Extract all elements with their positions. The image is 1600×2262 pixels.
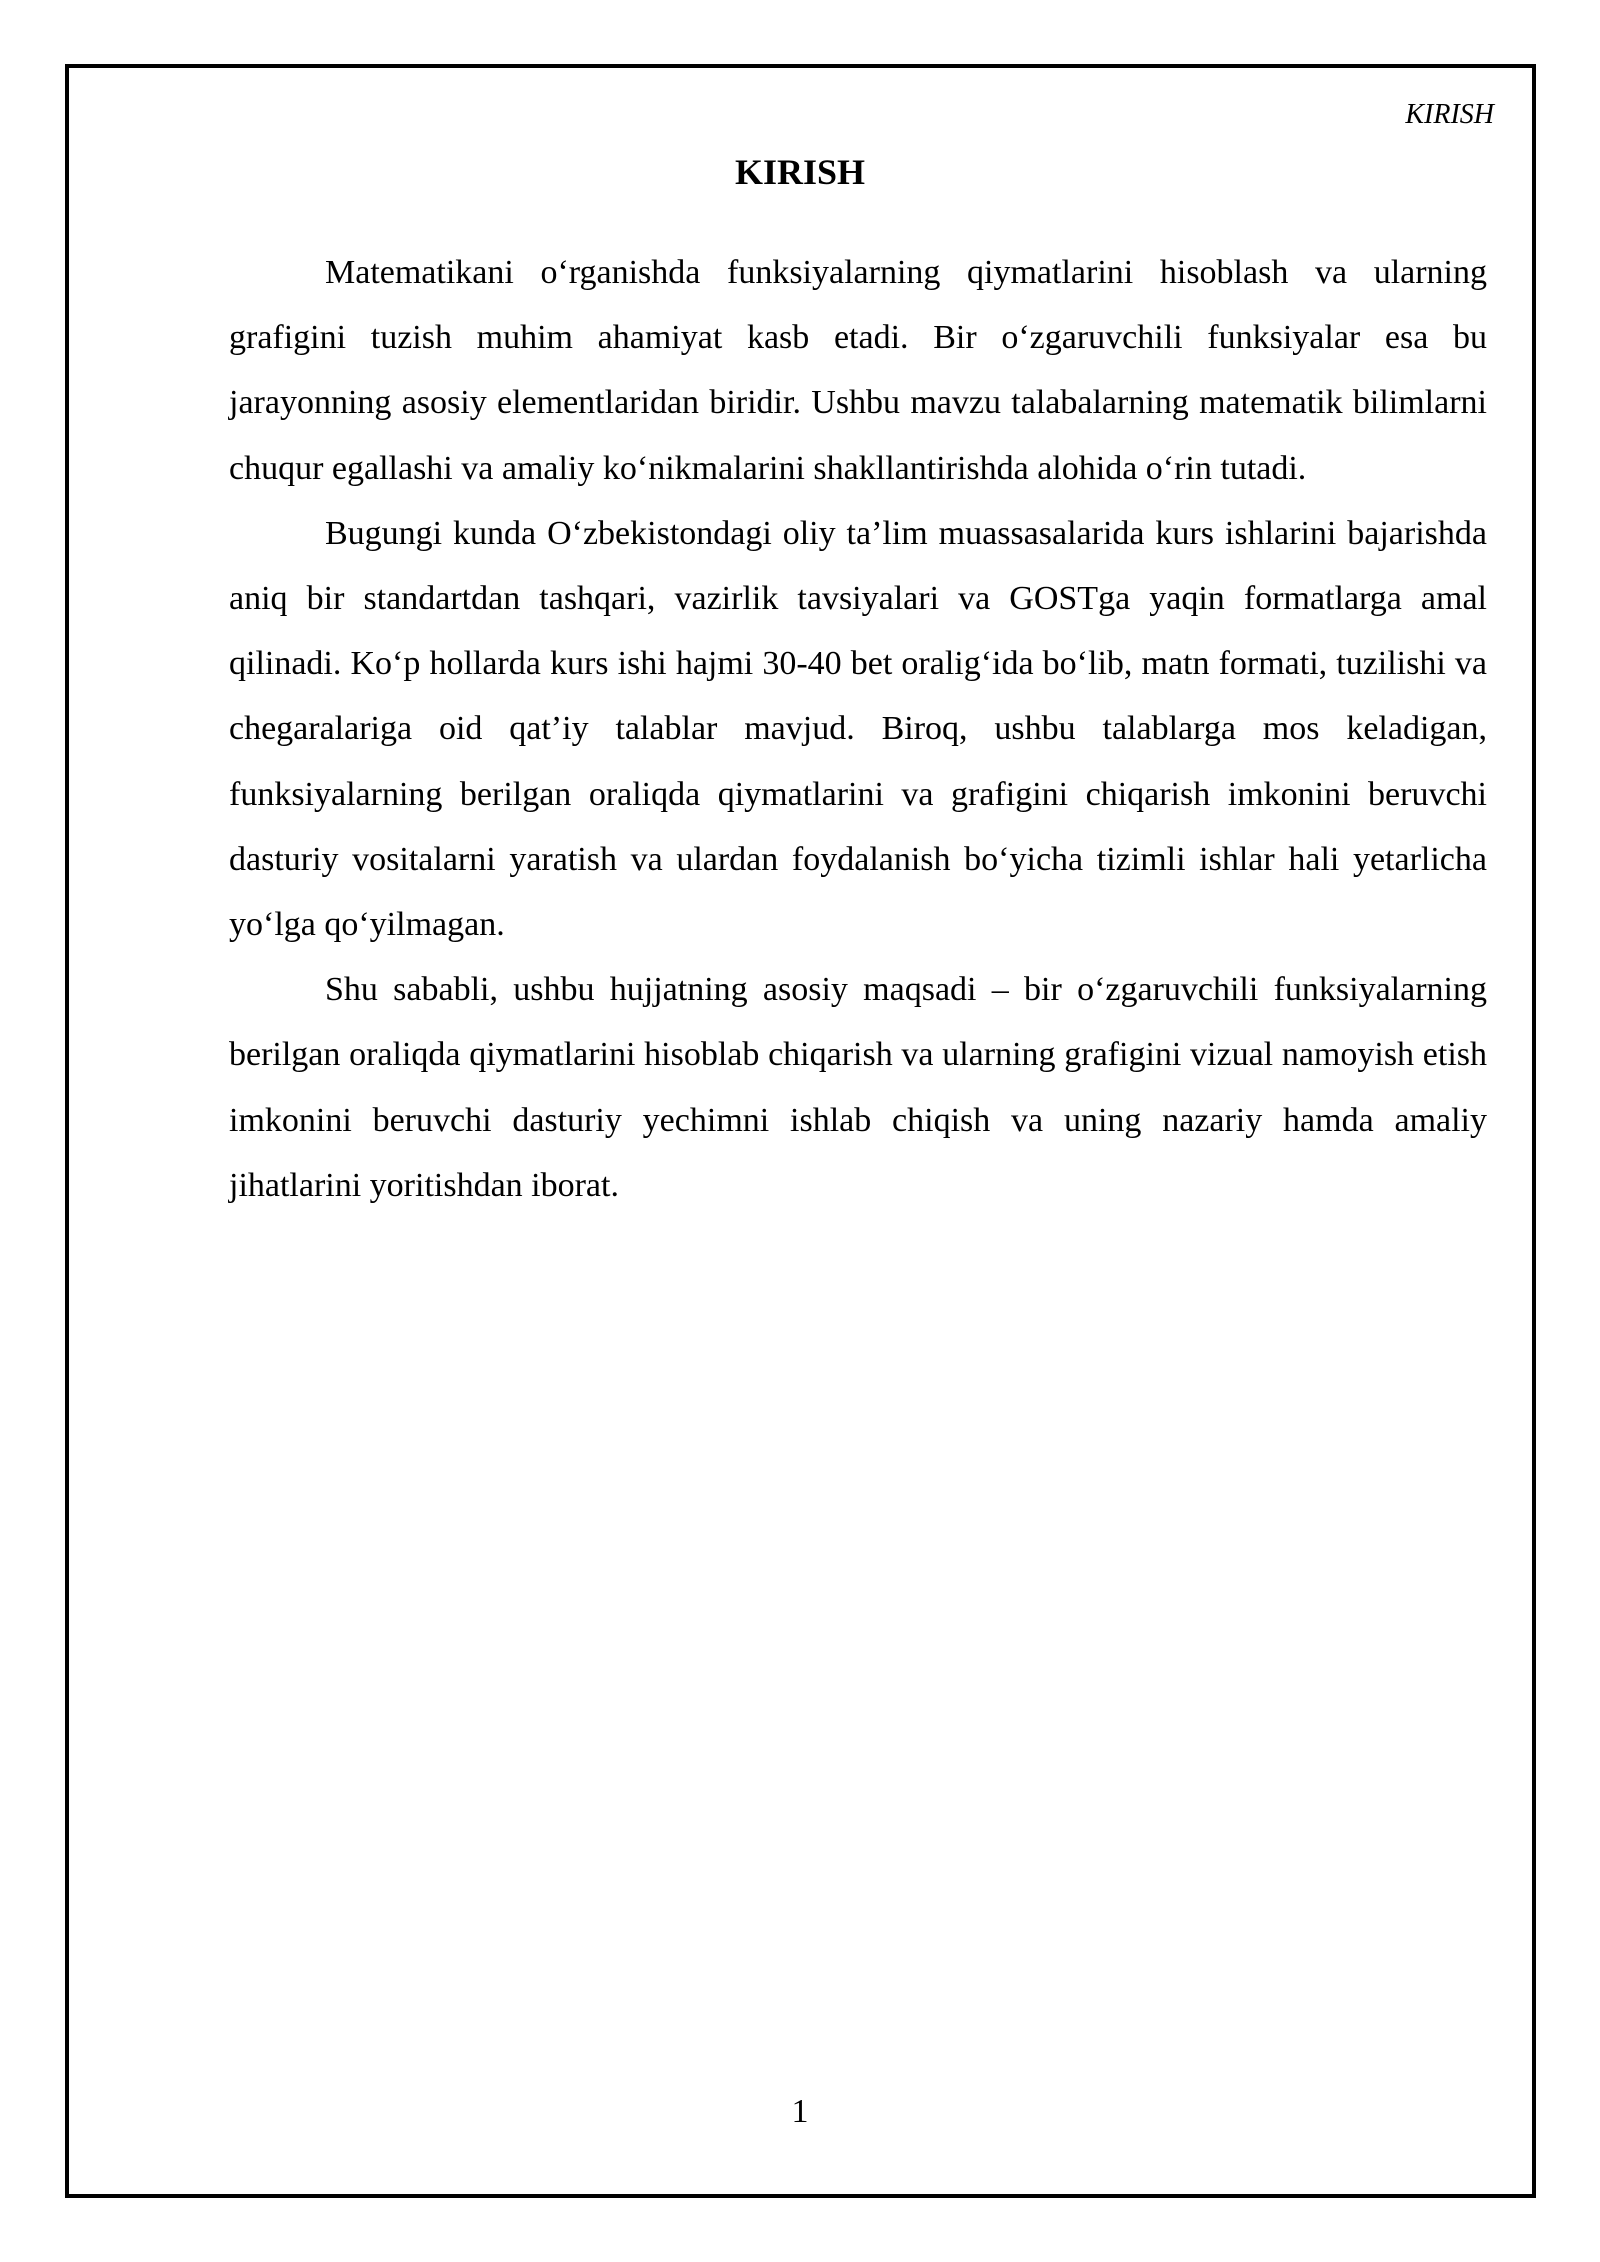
paragraph-2: Bugungi kunda O‘zbekistondagi oliy ta’lim muassasalarida kurs ishlarini bajarishda aniq bir standartdan tashqari, vazirlik tavsiyalari va GOSTga yaqin formatlarga amal qilinadi. Ko‘p hollarda kurs ishi hajmi 30-40 bet oralig‘ida bo‘lib, matn formati, tuzilishi va chegaralariga oid qat’iy talablar mavjud. Biroq, ushbu talablarga mos keladigan, funksiyalarning berilgan oraliqda qiymatlarini va grafigini chiqarish imkonini beruvchi dasturiy vositalarni yaratish va ulardan foydalanish bo‘yicha tizimli ishlar hali yetarlicha yo‘lga qo‘yilmagan. xyxy=(229,514,1487,944)
running-header: KIRISH xyxy=(1405,99,1494,130)
paragraph-3: Shu sababli, ushbu hujjatning asosiy maqsadi – bir o‘zgaruvchili funksiyalarning berilgan oraliqda qiymatlarini hisoblab chiqarish va ularning grafigini vizual namoyish etish imkonini beruvchi dasturiy yechimni ishlab chiqish va uning nazariy hamda amaliy jihatlarini yoritishdan iborat. xyxy=(229,971,1487,1204)
document-body xyxy=(229,240,1487,1218)
paragraph-1: Matematikani o‘rganishda funksiyalarning qiymatlarini hisoblash va ularning grafigini tuzish muhim ahamiyat kasb etadi. Bir o‘zgaruvchili funksiyalar esa bu jarayonning asosiy elementlaridan biridir. Ushbu mavzu talabalarning matematik bilimlarni chuqur egallashi va amaliy ko‘nikmalarini shakllantirishda alohida o‘rin tutadi. xyxy=(229,254,1487,487)
page-title: KIRISH xyxy=(734,152,866,192)
page-number: 1 xyxy=(791,2093,809,2130)
